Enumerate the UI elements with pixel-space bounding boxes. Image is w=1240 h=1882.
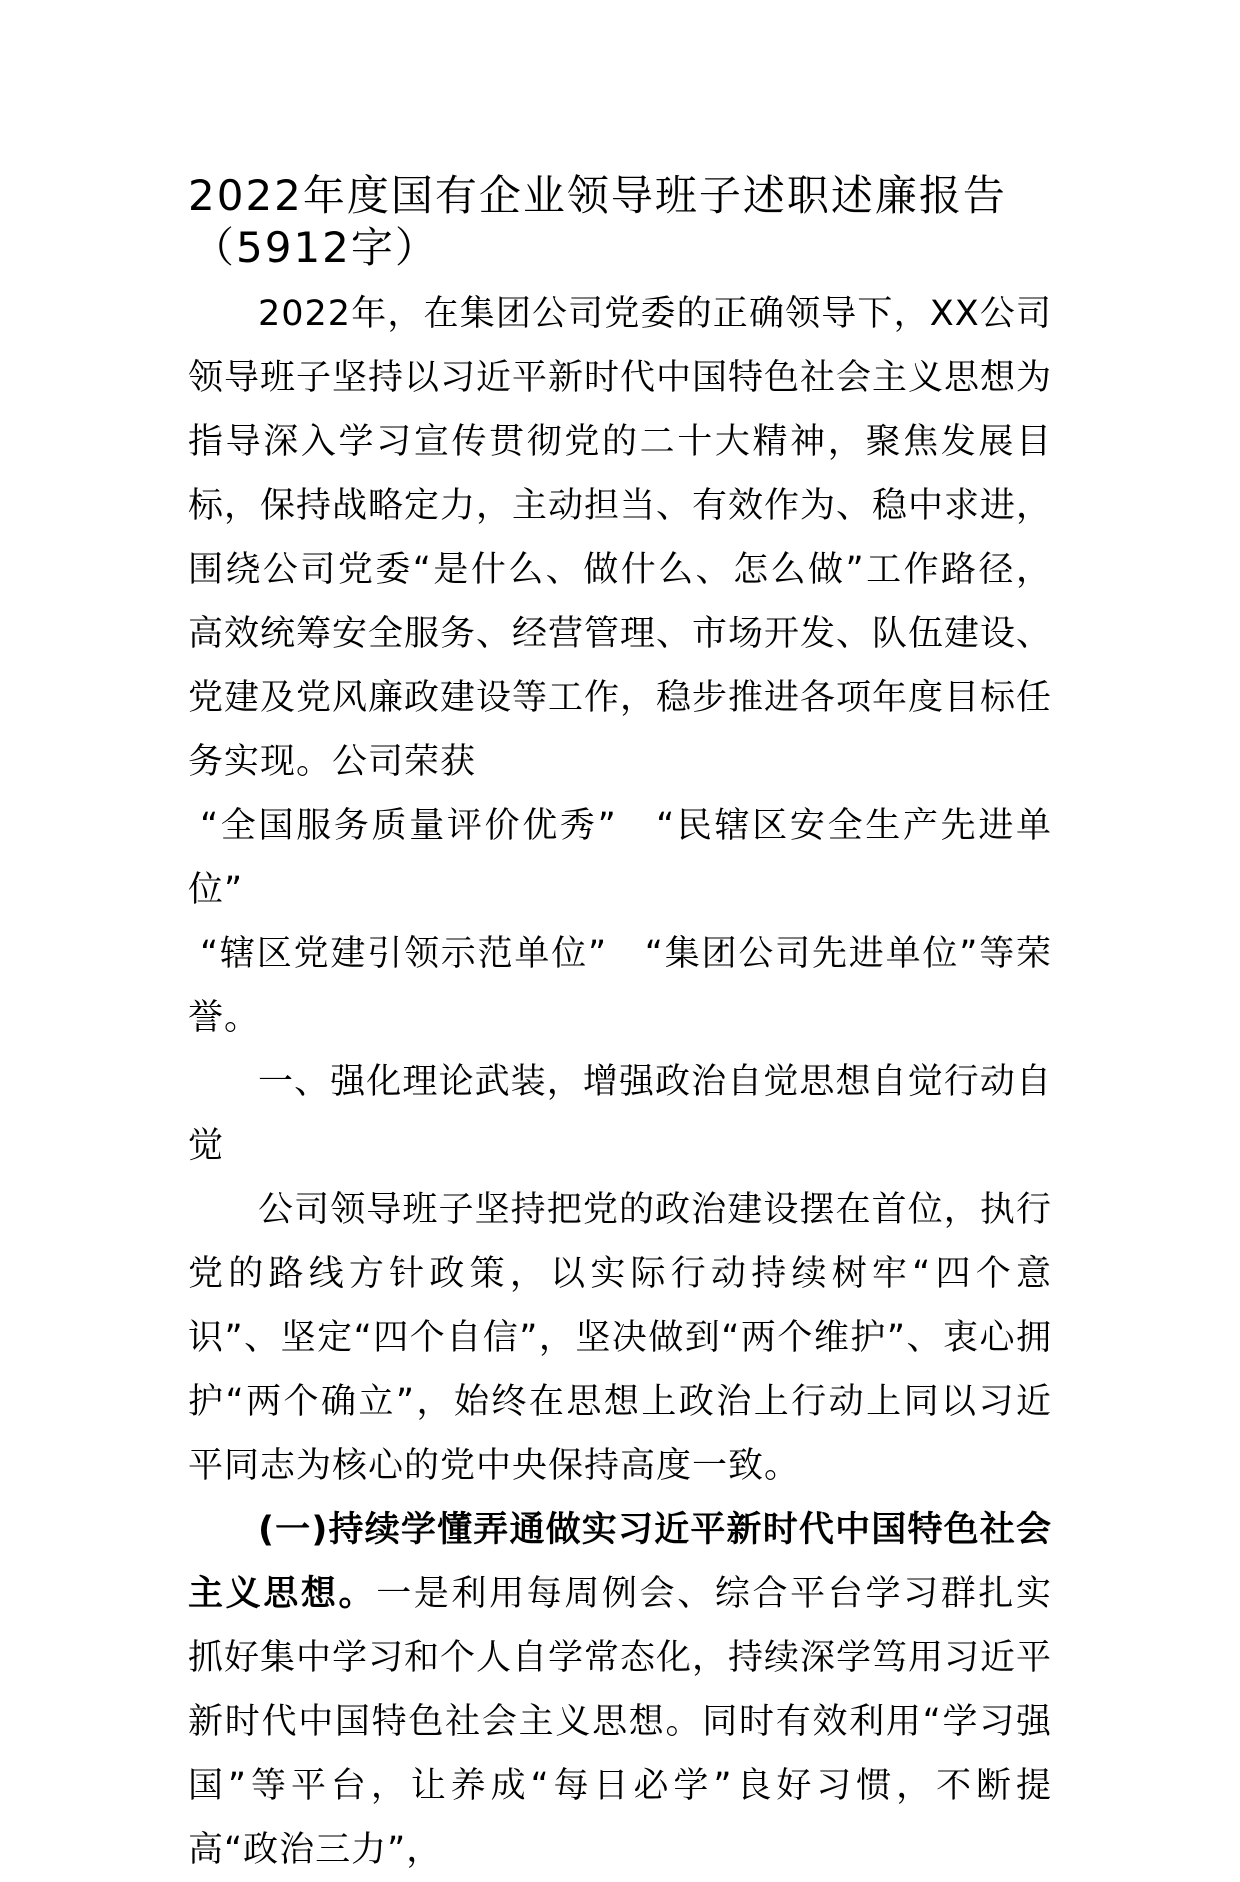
subsection-1-text: 一是利用每周例会、综合平台学习群扎实抓好集中学习和个人自学常态化，持续深学笃用习近平新时代中国特色社会主义思想。同时有效利用“学习强国”等平台，让养成“每日必学”良好习惯，不断提高“政治三力”，: [188, 1574, 1053, 1870]
honors-line-2: “辖区党建引领示范单位” “集团公司先进单位”等荣誉。: [188, 934, 1052, 1038]
honors-line-1: “全国服务质量评价优秀” “民辖区安全生产先进单位”: [188, 806, 1052, 910]
document-body: [188, 282, 1052, 1882]
subsection-1-paragraph: [188, 1498, 1052, 1882]
intro-paragraph: 2022年，在集团公司党委的正确领导下，XX公司领导班子坚持以习近平新时代中国特色社会主义思想为指导深入学习宣传贯彻党的二十大精神，聚焦发展目标，保持战略定力，主动担当、有效作为、稳中求进，围绕公司党委“是什么、做什么、怎么做”工作路径，高效统筹安全服务、经营管理、市场开发、队伍建设、党建及党风廉政建设等工作，稳步推进各项年度目标任务实现。公司荣获: [188, 294, 1053, 782]
section-1-paragraph: 公司领导班子坚持把党的政治建设摆在首位，执行党的路线方针政策，以实际行动持续树牢“四个意识”、坚定“四个自信”，坚决做到“两个维护”、衷心拥护“两个确立”，始终在思想上政治上行动上同以习近平同志为核心的党中央保持高度一致。: [188, 1190, 1052, 1486]
section-heading-1: 一、强化理论武装，增强政治自觉思想自觉行动自觉: [188, 1062, 1052, 1166]
title-main: 2022年度国有企业领导班子述职述廉报告: [188, 171, 1007, 220]
subsection-1-heading: (一)持续学懂弄通做实习近平新时代中国特色社会主义思想。: [188, 1510, 1052, 1614]
document-title: [188, 170, 1052, 274]
title-word-count: （5912字）: [192, 223, 439, 272]
document-page: [188, 170, 1052, 1882]
